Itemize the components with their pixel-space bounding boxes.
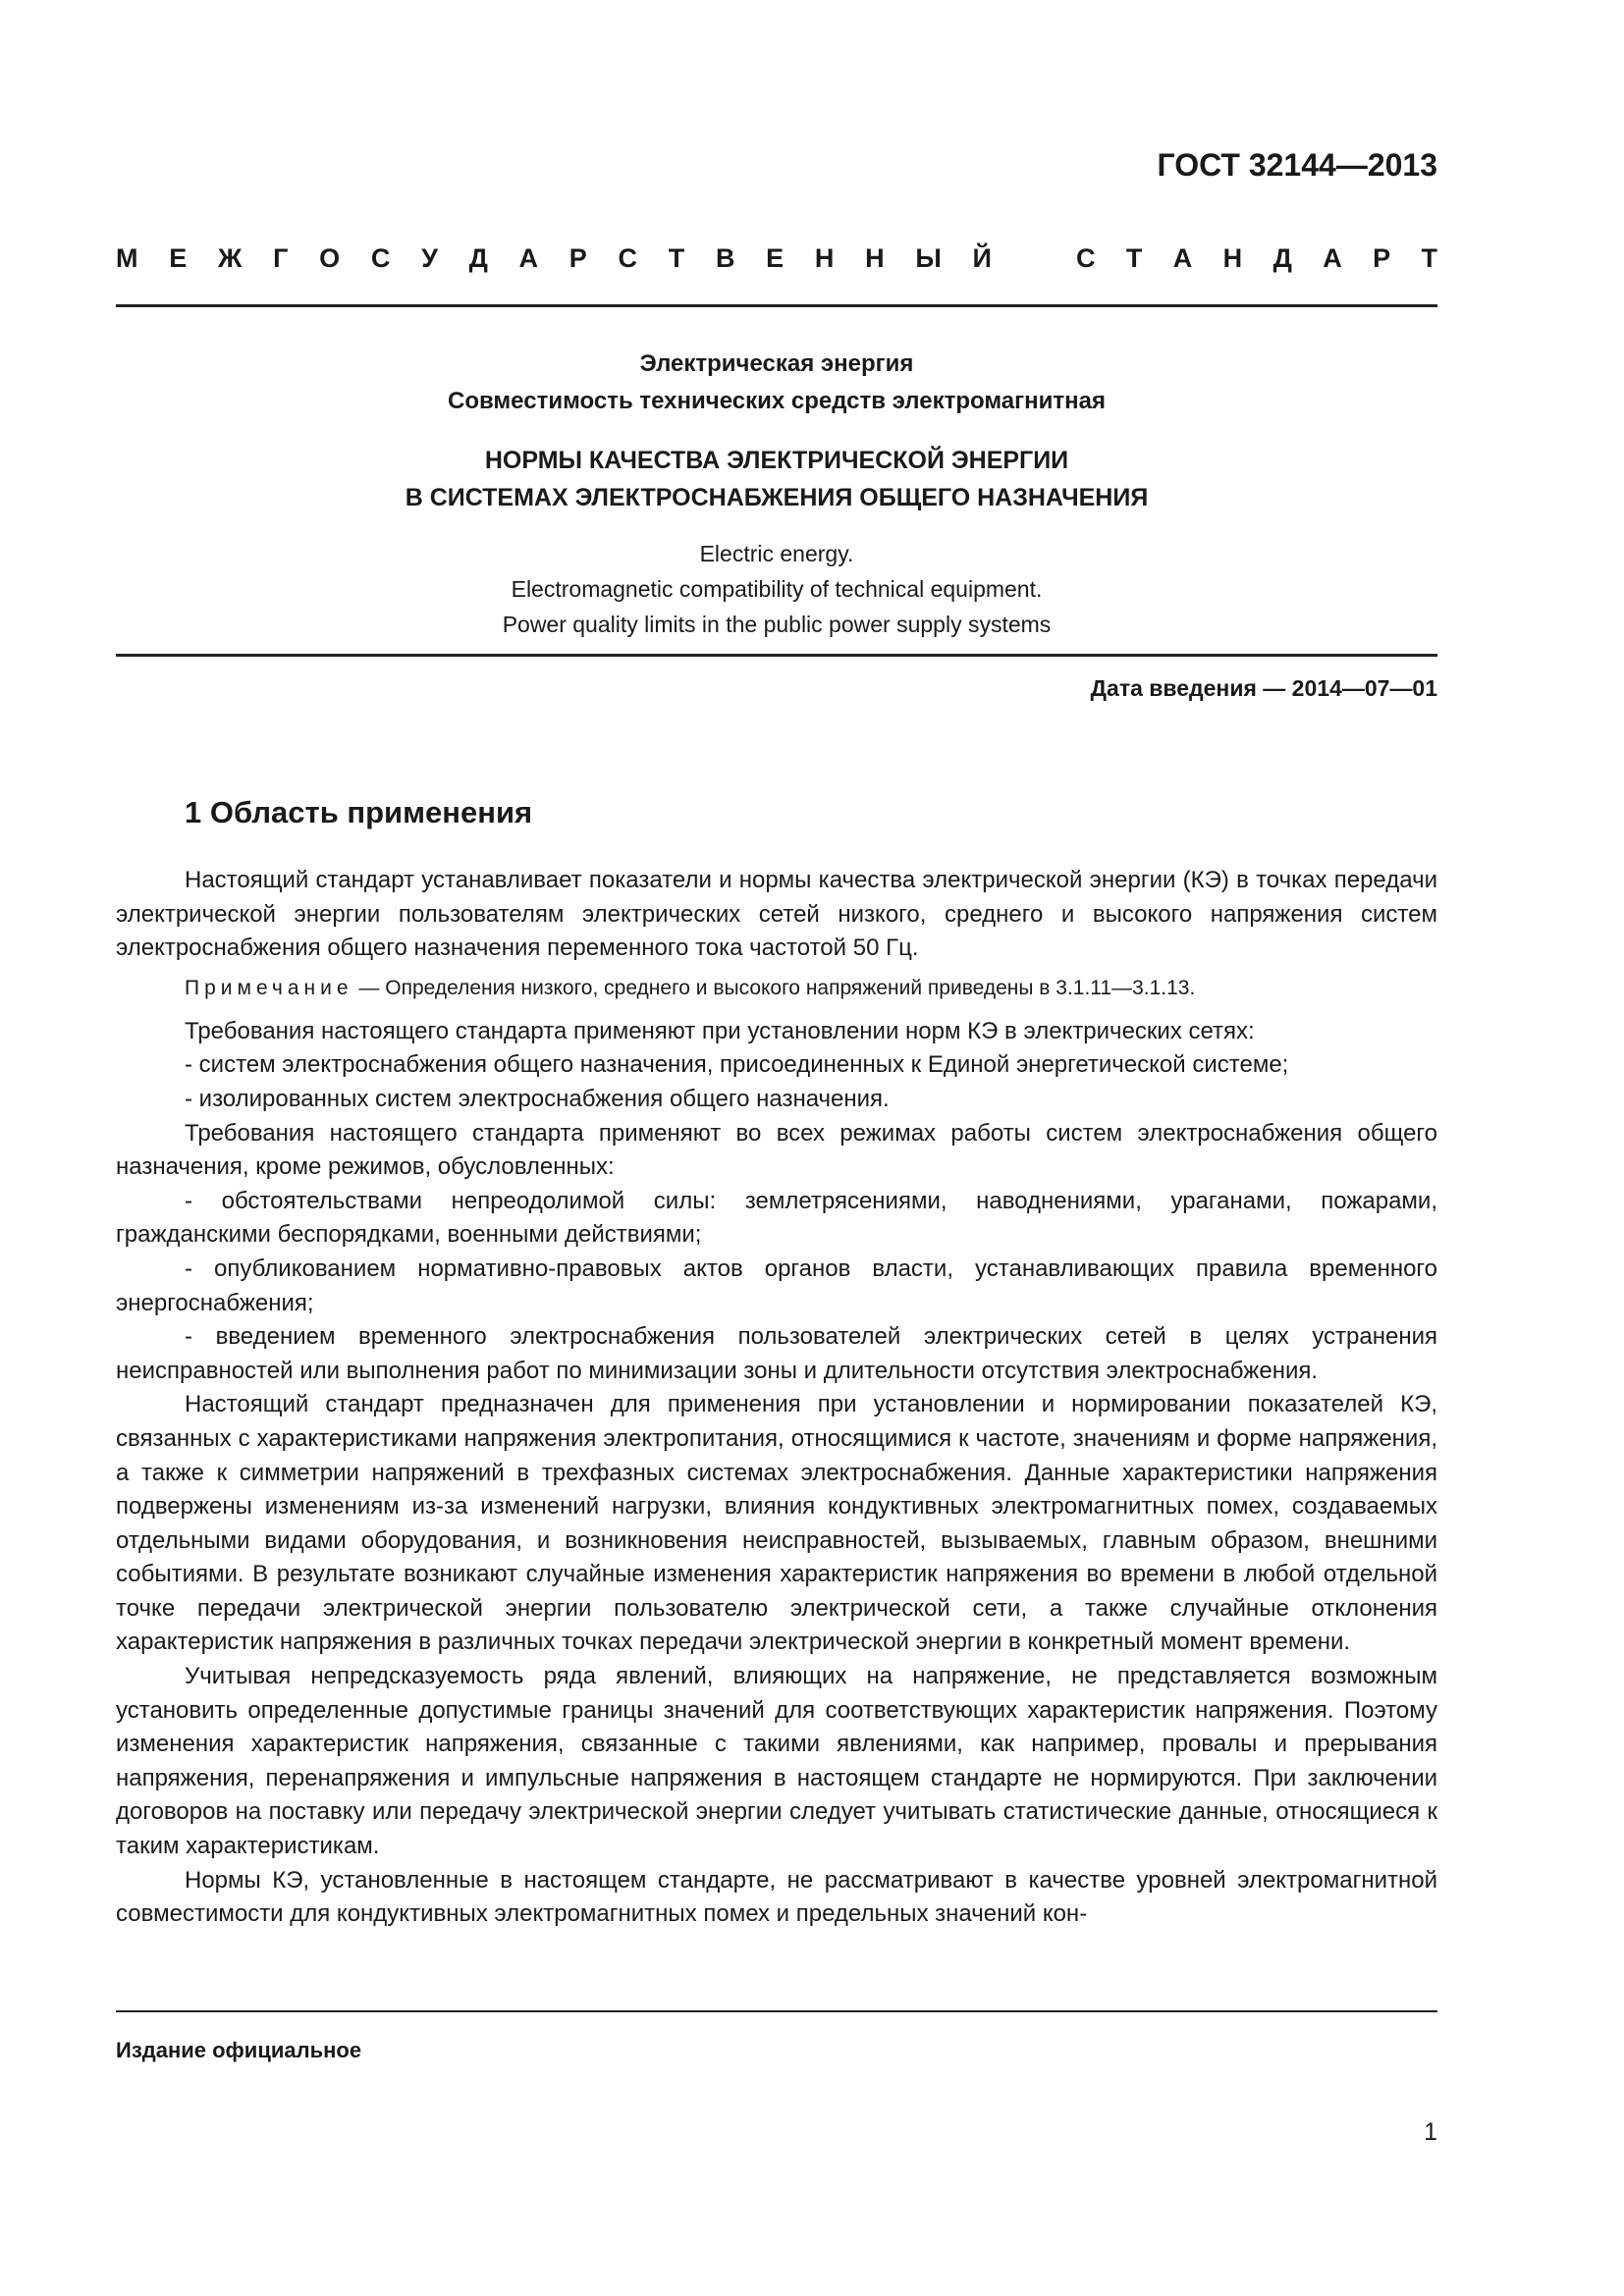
list-item: - изолированных систем электроснабжения общего назначения. — [185, 1085, 890, 1112]
banner-letter: Р — [1373, 243, 1391, 273]
section-body — [116, 864, 1437, 1932]
top-divider — [116, 304, 1437, 307]
note-text: — Определения низкого, среднего и высокого напряжений приведены в 3.1.11—3.1.13. — [352, 976, 1196, 999]
banner-letter: Т — [1125, 243, 1143, 273]
list-item: - систем электроснабжения общего назначения, присоединенных к Единой энергетической системе; — [185, 1051, 1289, 1079]
banner-letter: Е — [169, 243, 188, 273]
list-item: - обстоятельствами непреодолимой силы: землетрясениями, наводнениями, ураганами, пожарами, гражданскими беспорядками, военными действиями; — [116, 1187, 1437, 1249]
paragraph: Настоящий стандарт предназначен для применения при установлении и нормировании показателей КЭ, связанных с характеристиками напряжения электропитания, относящимися к частоте, значениям и форме напряжения, а также к симметрии напряжений в трехфазных системах электроснабжения. Данные характеристики напряжения подвержены изменениям из-за изменений нагрузки, влияния кондуктивных электромагнитных помех, создаваемых отдельными видами оборудования, и возникновения неисправностей, вызываемых, главным образом, внешними событиями. В результате возникают случайные изменения характеристик напряжения во времени в любой отдельной точке передачи электрической энергии пользователю электрической сети, а также случайные отклонения характеристик напряжения в различных точках передачи электрической энергии в конкретный момент времени. — [116, 1391, 1437, 1656]
banner-letter: С — [618, 243, 637, 273]
banner-letter: Т — [668, 243, 685, 273]
banner-letter: С — [370, 243, 391, 273]
banner-letter: Т — [1421, 243, 1437, 273]
paragraph: Учитывая непредсказуемость ряда явлений, влияющих на напряжение, не представляется возможным установить определенные допустимые границы значений для соответствующих характеристик напряжения. Поэтому изменения характеристик напряжения, связанные с такими явлениями, как например, провалы и прерывания напряжения, перенапряжения и импульсные напряжения в настоящем стандарте не нормируются. При заключении договоров на поставку или передачу электрической энергии следует учитывать статистические данные, относящиеся к таким характеристикам. — [116, 1663, 1437, 1860]
banner-letter: С — [1076, 243, 1096, 273]
title-english — [116, 536, 1437, 642]
title-en-line-1: Electric energy. — [699, 541, 854, 566]
title-line-3: НОРМЫ КАЧЕСТВА ЭЛЕКТРИЧЕСКОЙ ЭНЕРГИИ — [484, 447, 1069, 474]
banner-letter: Г — [273, 243, 289, 273]
note — [116, 974, 1437, 1003]
banner-letter: Ж — [217, 243, 243, 273]
title-line-4: В СИСТЕМАХ ЭЛЕКТРОСНАБЖЕНИЯ ОБЩЕГО НАЗНАЧЕНИЯ — [405, 484, 1149, 511]
document-number: ГОСТ 32144—2013 — [1157, 147, 1437, 183]
title-line-1: Электрическая энергия — [639, 350, 914, 377]
banner-letter: Е — [766, 243, 785, 273]
title-russian-group — [116, 346, 1437, 420]
banner-letter: У — [421, 243, 438, 273]
edition-label: Издание официальное — [116, 2038, 362, 2062]
paragraph: Требования настоящего стандарта применяют при установлении норм КЭ в электрических сетях: — [185, 1017, 1255, 1044]
banner-letter: Н — [814, 243, 835, 273]
note-label: Примечание — [185, 976, 353, 999]
banner-word-2 — [1076, 243, 1437, 274]
banner-word-1 — [116, 243, 992, 274]
section-heading: 1 Область применения — [185, 795, 533, 829]
banner-letter: Д — [1272, 243, 1292, 273]
title-en-line-2: Electromagnetic compatibility of technical equipment. — [511, 576, 1043, 602]
banner-letter: В — [715, 243, 735, 273]
page-number: 1 — [1424, 2118, 1437, 2146]
paragraph: Нормы КЭ, установленные в настоящем стандарте, не рассматривают в качестве уровней электромагнитной совместимости для кондуктивных электромагнитных помех и предельных значений кон- — [116, 1866, 1437, 1928]
introduction-date: Дата введения — 2014—07—01 — [1090, 675, 1437, 701]
paragraph: Настоящий стандарт устанавливает показатели и нормы качества электрической энергии (КЭ) в точках передачи электрической энергии пользователям электрических сетей низкого, среднего и высокого напряжения систем электроснабжения общего назначения переменного тока частотой 50 Гц. — [116, 867, 1437, 962]
banner-letter: Н — [1222, 243, 1243, 273]
banner-letter: Й — [972, 243, 992, 273]
title-en-line-3: Power quality limits in the public power supply systems — [502, 612, 1052, 637]
list-item: - введением временного электроснабжения пользователей электрических сетей в целях устранения неисправностей или выполнения работ по минимизации зоны и длительности отсутствия электроснабжения. — [116, 1323, 1437, 1384]
banner-letter: Ы — [915, 243, 942, 273]
banner-letter: А — [1172, 243, 1193, 273]
title-line-2: Совместимость технических средств электромагнитная — [448, 388, 1106, 414]
title-divider — [116, 654, 1437, 657]
banner-letter: А — [518, 243, 539, 273]
banner-letter: А — [1323, 243, 1342, 273]
banner-letter: Р — [568, 243, 587, 273]
banner-letter: О — [319, 243, 341, 273]
banner-letter: Д — [468, 243, 488, 273]
list-item: - опубликованием нормативно-правовых актов органов власти, устанавливающих правила временного энергоснабжения; — [116, 1255, 1437, 1316]
footer-divider — [116, 2010, 1437, 2012]
banner-letter: М — [116, 243, 138, 273]
banner-letter: Н — [865, 243, 885, 273]
interstate-standard-banner — [116, 243, 1437, 274]
title-main-russian — [116, 442, 1437, 516]
paragraph: Требования настоящего стандарта применяют во всех режимах работы систем электроснабжения общего назначения, кроме режимов, обусловленных: — [116, 1119, 1437, 1181]
